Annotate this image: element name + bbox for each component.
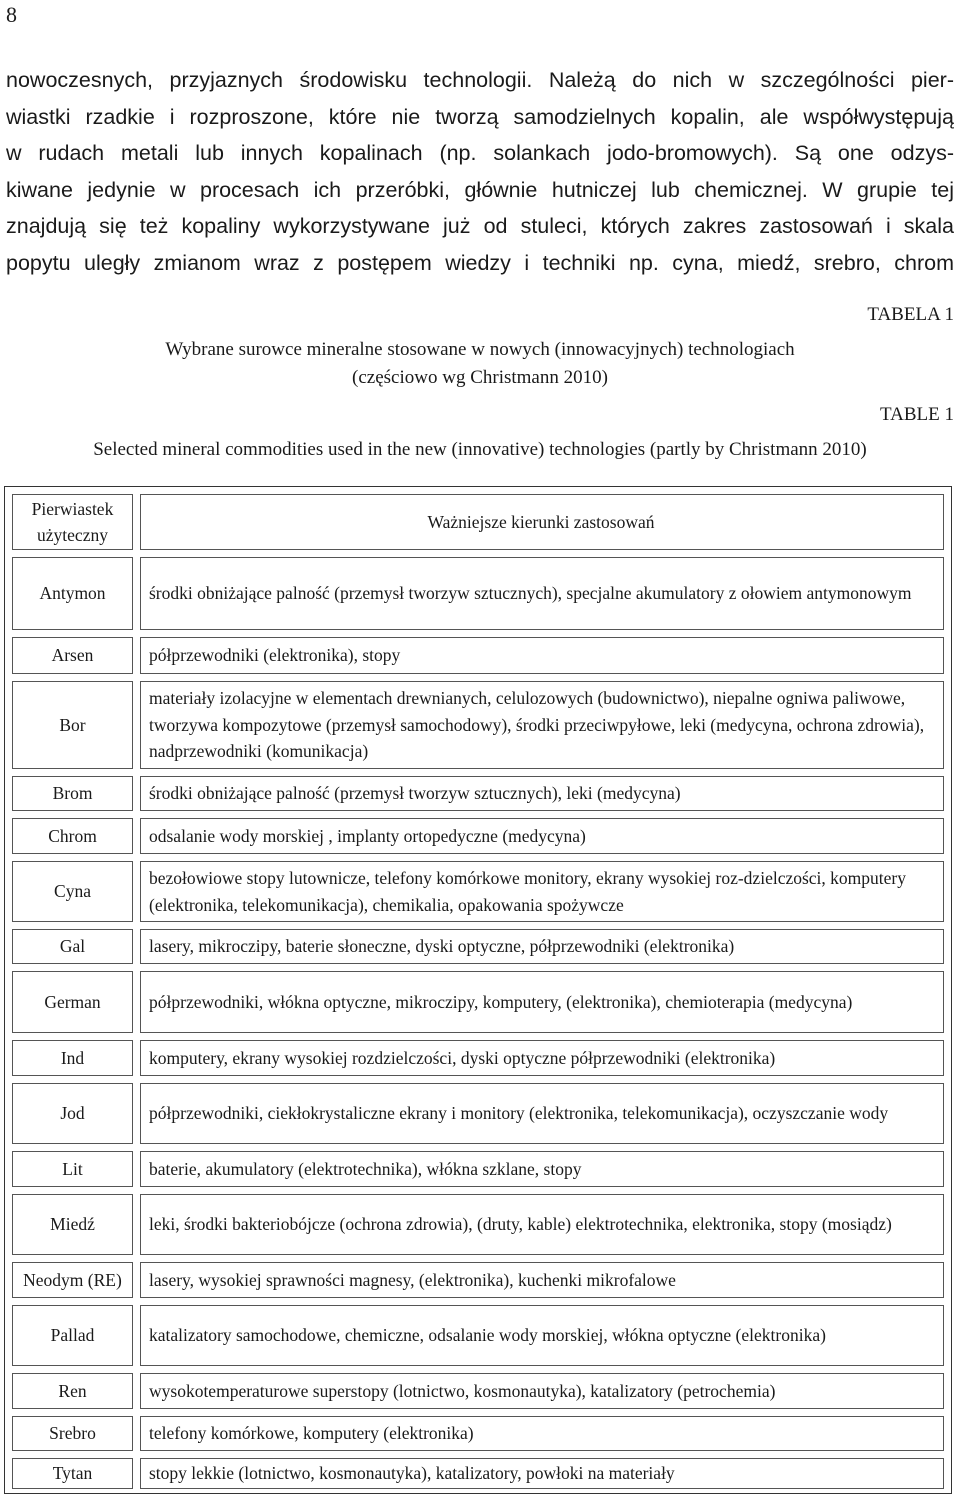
table-row: [12, 1151, 944, 1187]
uses-cell: lasery, mikroczipy, baterie słoneczne, dyski optyczne, półprzewodniki (elektronika): [140, 929, 944, 964]
uses-cell: leki, środki bakteriobójcze (ochrona zdrowia), (druty, kable) elektrotechnika, elektronika, stopy (mosiądz): [140, 1194, 944, 1255]
element-cell: Neodym (RE): [12, 1262, 133, 1298]
element-cell: Pallad: [12, 1305, 133, 1366]
table-row: [12, 1305, 944, 1366]
element-cell: Arsen: [12, 637, 133, 674]
uses-cell: półprzewodniki, włókna optyczne, mikroczipy, komputery, (elektronika), chemioterapia (medycyna): [140, 971, 944, 1033]
table-row: [12, 1040, 944, 1076]
uses-cell: materiały izolacyjne w elementach drewnianych, celulozowych (budownictwo), niepalne ogniwa paliwowe, tworzywa kompozytowe (przemysł samochodowy), środki przeciwpyłowe, leki (medycyna, ochrona zdrowia), nadprzewodniki (komunikacja): [140, 681, 944, 769]
uses-cell: baterie, akumulatory (elektrotechnika), włókna szklane, stopy: [140, 1151, 944, 1187]
uses-cell: katalizatory samochodowe, chemiczne, odsalanie wody morskiej, włókna optyczne (elektronika): [140, 1305, 944, 1366]
table-row: [12, 1458, 944, 1489]
element-cell: Tytan: [12, 1458, 133, 1489]
table-label-en: TABLE 1: [880, 404, 954, 425]
uses-cell: półprzewodniki (elektronika), stopy: [140, 637, 944, 674]
uses-cell: półprzewodniki, ciekłokrystaliczne ekrany i monitory (elektronika, telekomunikacja), oczyszczanie wody: [140, 1083, 944, 1144]
table-row: [12, 776, 944, 811]
table-row: [12, 929, 944, 964]
element-cell: Lit: [12, 1151, 133, 1187]
element-cell: Ind: [12, 1040, 133, 1076]
uses-cell: środki obniżające palność (przemysł tworzyw sztucznych), specjalne akumulatory z ołowiem antymonowym: [140, 557, 944, 630]
table-row: [12, 637, 944, 674]
table-row: [12, 1083, 944, 1144]
element-cell: Brom: [12, 776, 133, 811]
table-row: [12, 971, 944, 1033]
table-row: [12, 861, 944, 922]
element-cell: Srebro: [12, 1416, 133, 1451]
body-paragraph: [6, 62, 954, 281]
body-line: kiwane jedynie w procesach ich przeróbki, głównie hutniczej lub chemicznej. W grupie tej: [6, 177, 954, 202]
caption-pl-line1: Wybrane surowce mineralne stosowane w nowych (innowacyjnych) technologiach: [165, 339, 795, 360]
table-label-pl: TABELA 1: [867, 304, 954, 325]
uses-cell: telefony komórkowe, komputery (elektronika): [140, 1416, 944, 1451]
page-number: 8: [6, 2, 17, 27]
table-row: [12, 1416, 944, 1451]
element-cell: Jod: [12, 1083, 133, 1144]
element-cell: Cyna: [12, 861, 133, 922]
table-row: [12, 1262, 944, 1298]
element-cell: Ren: [12, 1373, 133, 1409]
element-cell: German: [12, 971, 133, 1033]
element-cell: Miedź: [12, 1194, 133, 1255]
table-row: [12, 557, 944, 630]
body-line: popytu uległy zmianom wraz z postępem wiedzy i techniki np. cyna, miedź, srebro, chrom: [6, 250, 954, 275]
body-line: w rudach metali lub innych kopalinach (np. solankach jodo-bromowych). Są one odzys-: [6, 141, 954, 165]
uses-cell: lasery, wysokiej sprawności magnesy, (elektronika), kuchenki mikrofalowe: [140, 1262, 944, 1298]
element-cell: Antymon: [12, 557, 133, 630]
table-header-row: [12, 494, 944, 550]
table-row: [12, 681, 944, 769]
body-line: nowoczesnych, przyjaznych środowisku technologii. Należą do nich w szczególności pier-: [6, 68, 954, 92]
caption-en: Selected mineral commodities used in the new (innovative) technologies (partly by Christmann 2010): [93, 439, 867, 460]
uses-cell: stopy lekkie (lotnictwo, kosmonautyka), katalizatory, powłoki na materiały: [140, 1458, 944, 1489]
uses-cell: wysokotemperaturowe superstopy (lotnictwo, kosmonautyka), katalizatory (petrochemia): [140, 1373, 944, 1409]
table-row: [12, 818, 944, 854]
element-cell: Bor: [12, 681, 133, 769]
table-row: [12, 1373, 944, 1409]
header-uses: Ważniejsze kierunki zastosowań: [140, 494, 944, 550]
body-line: wiastki rzadkie i rozproszone, które nie tworzą samodzielnych kopalin, ale współwystępują: [6, 104, 954, 129]
body-line: znajdują się też kopaliny wykorzystywane już od stuleci, których zakres zastosowań i skala: [6, 214, 954, 238]
header-element: Pierwiastek użyteczny: [12, 494, 133, 550]
uses-cell: środki obniżające palność (przemysł tworzyw sztucznych), leki (medycyna): [140, 776, 944, 811]
uses-cell: bezołowiowe stopy lutownicze, telefony komórkowe monitory, ekrany wysokiej roz-dzielczości, komputery (elektronika, telekomunikacja), chemikalia, opakowania spożywcze: [140, 861, 944, 922]
element-cell: Chrom: [12, 818, 133, 854]
element-cell: Gal: [12, 929, 133, 964]
table-row: [12, 1194, 944, 1255]
uses-cell: komputery, ekrany wysokiej rozdzielczości, dyski optyczne półprzewodniki (elektronika): [140, 1040, 944, 1076]
mineral-table: [4, 486, 952, 1494]
uses-cell: odsalanie wody morskiej , implanty ortopedyczne (medycyna): [140, 818, 944, 854]
caption-pl-line2: (częściowo wg Christmann 2010): [352, 367, 608, 388]
